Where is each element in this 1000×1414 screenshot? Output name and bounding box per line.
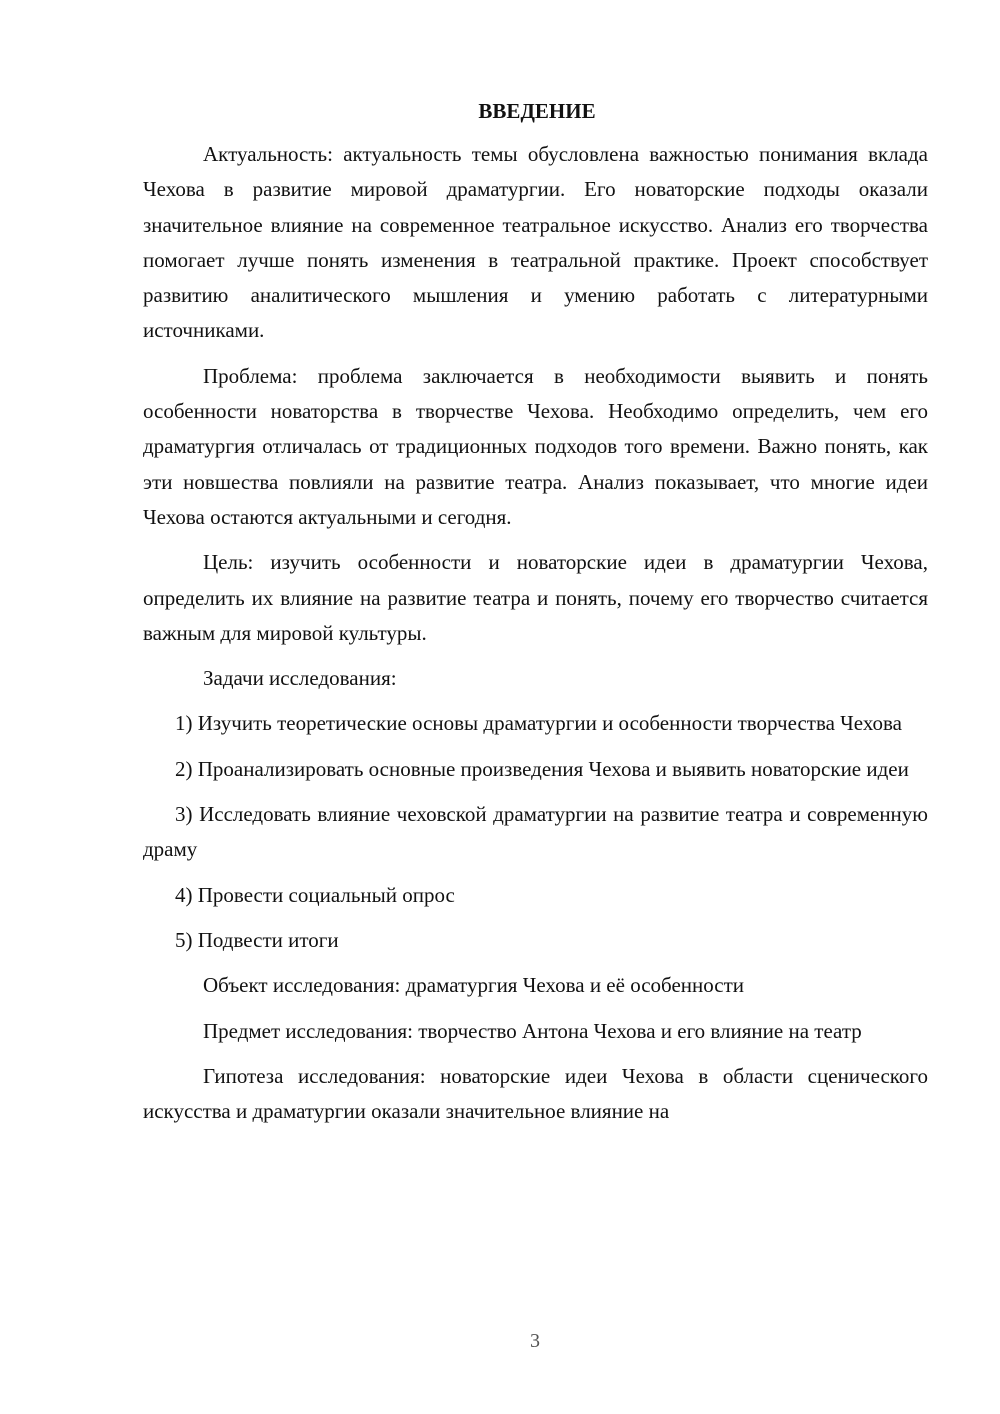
task-item: 1) Изучить теоретические основы драматургии и особенности творчества Чехова <box>175 711 903 736</box>
hypothesis-paragraph: Гипотеза исследования: новаторские идеи Чехова в области сценического искусства и драматургии оказали значительное влияние на <box>143 1063 928 1124</box>
tasks-heading: Задачи исследования: <box>203 666 397 691</box>
task-item: 5) Подвести итоги <box>175 927 339 952</box>
section-heading: ВВЕДЕНИЕ <box>478 99 596 123</box>
document-page <box>143 95 928 1139</box>
goal-paragraph: Цель: изучить особенности и новаторские идеи в драматургии Чехова, определить их влияние на развитие театра и понять, почему его творчество считается важным для мировой культуры. <box>143 550 928 645</box>
subject-paragraph: Предмет исследования: творчество Антона Чехова и его влияние на театр <box>203 1018 862 1043</box>
task-item: 2) Проанализировать основные произведения Чехова и выявить новаторские идеи <box>175 756 909 781</box>
task-item: 3) Исследовать влияние чеховской драматургии на развитие театра и современную драму <box>143 802 928 862</box>
relevance-paragraph: Актуальность: актуальность темы обусловлена важностью понимания вклада Чехова в развитие мировой драматургии. Его новаторские подходы оказали значительное влияние на современное театральное искусство. Анализ его творчества помогает лучше понять изменения в театральной практике. Проект способствует развитию аналитического мышления и умению работать с литературными источниками. <box>143 142 928 343</box>
object-paragraph: Объект исследования: драматургия Чехова и её особенности <box>203 973 745 998</box>
tasks-list <box>143 706 928 958</box>
problem-paragraph: Проблема: проблема заключается в необходимости выявить и понять особенности новаторства в творчестве Чехова. Необходимо определить, чем его драматургия отличалась от традиционных подходов того времени. Важно понять, как эти новшества повлияли на развитие театра. Анализ показывает, что многие идеи Чехова остаются актуальными и сегодня. <box>143 363 928 529</box>
task-item: 4) Провести социальный опрос <box>175 882 455 907</box>
page-number: 3 <box>530 1330 540 1352</box>
